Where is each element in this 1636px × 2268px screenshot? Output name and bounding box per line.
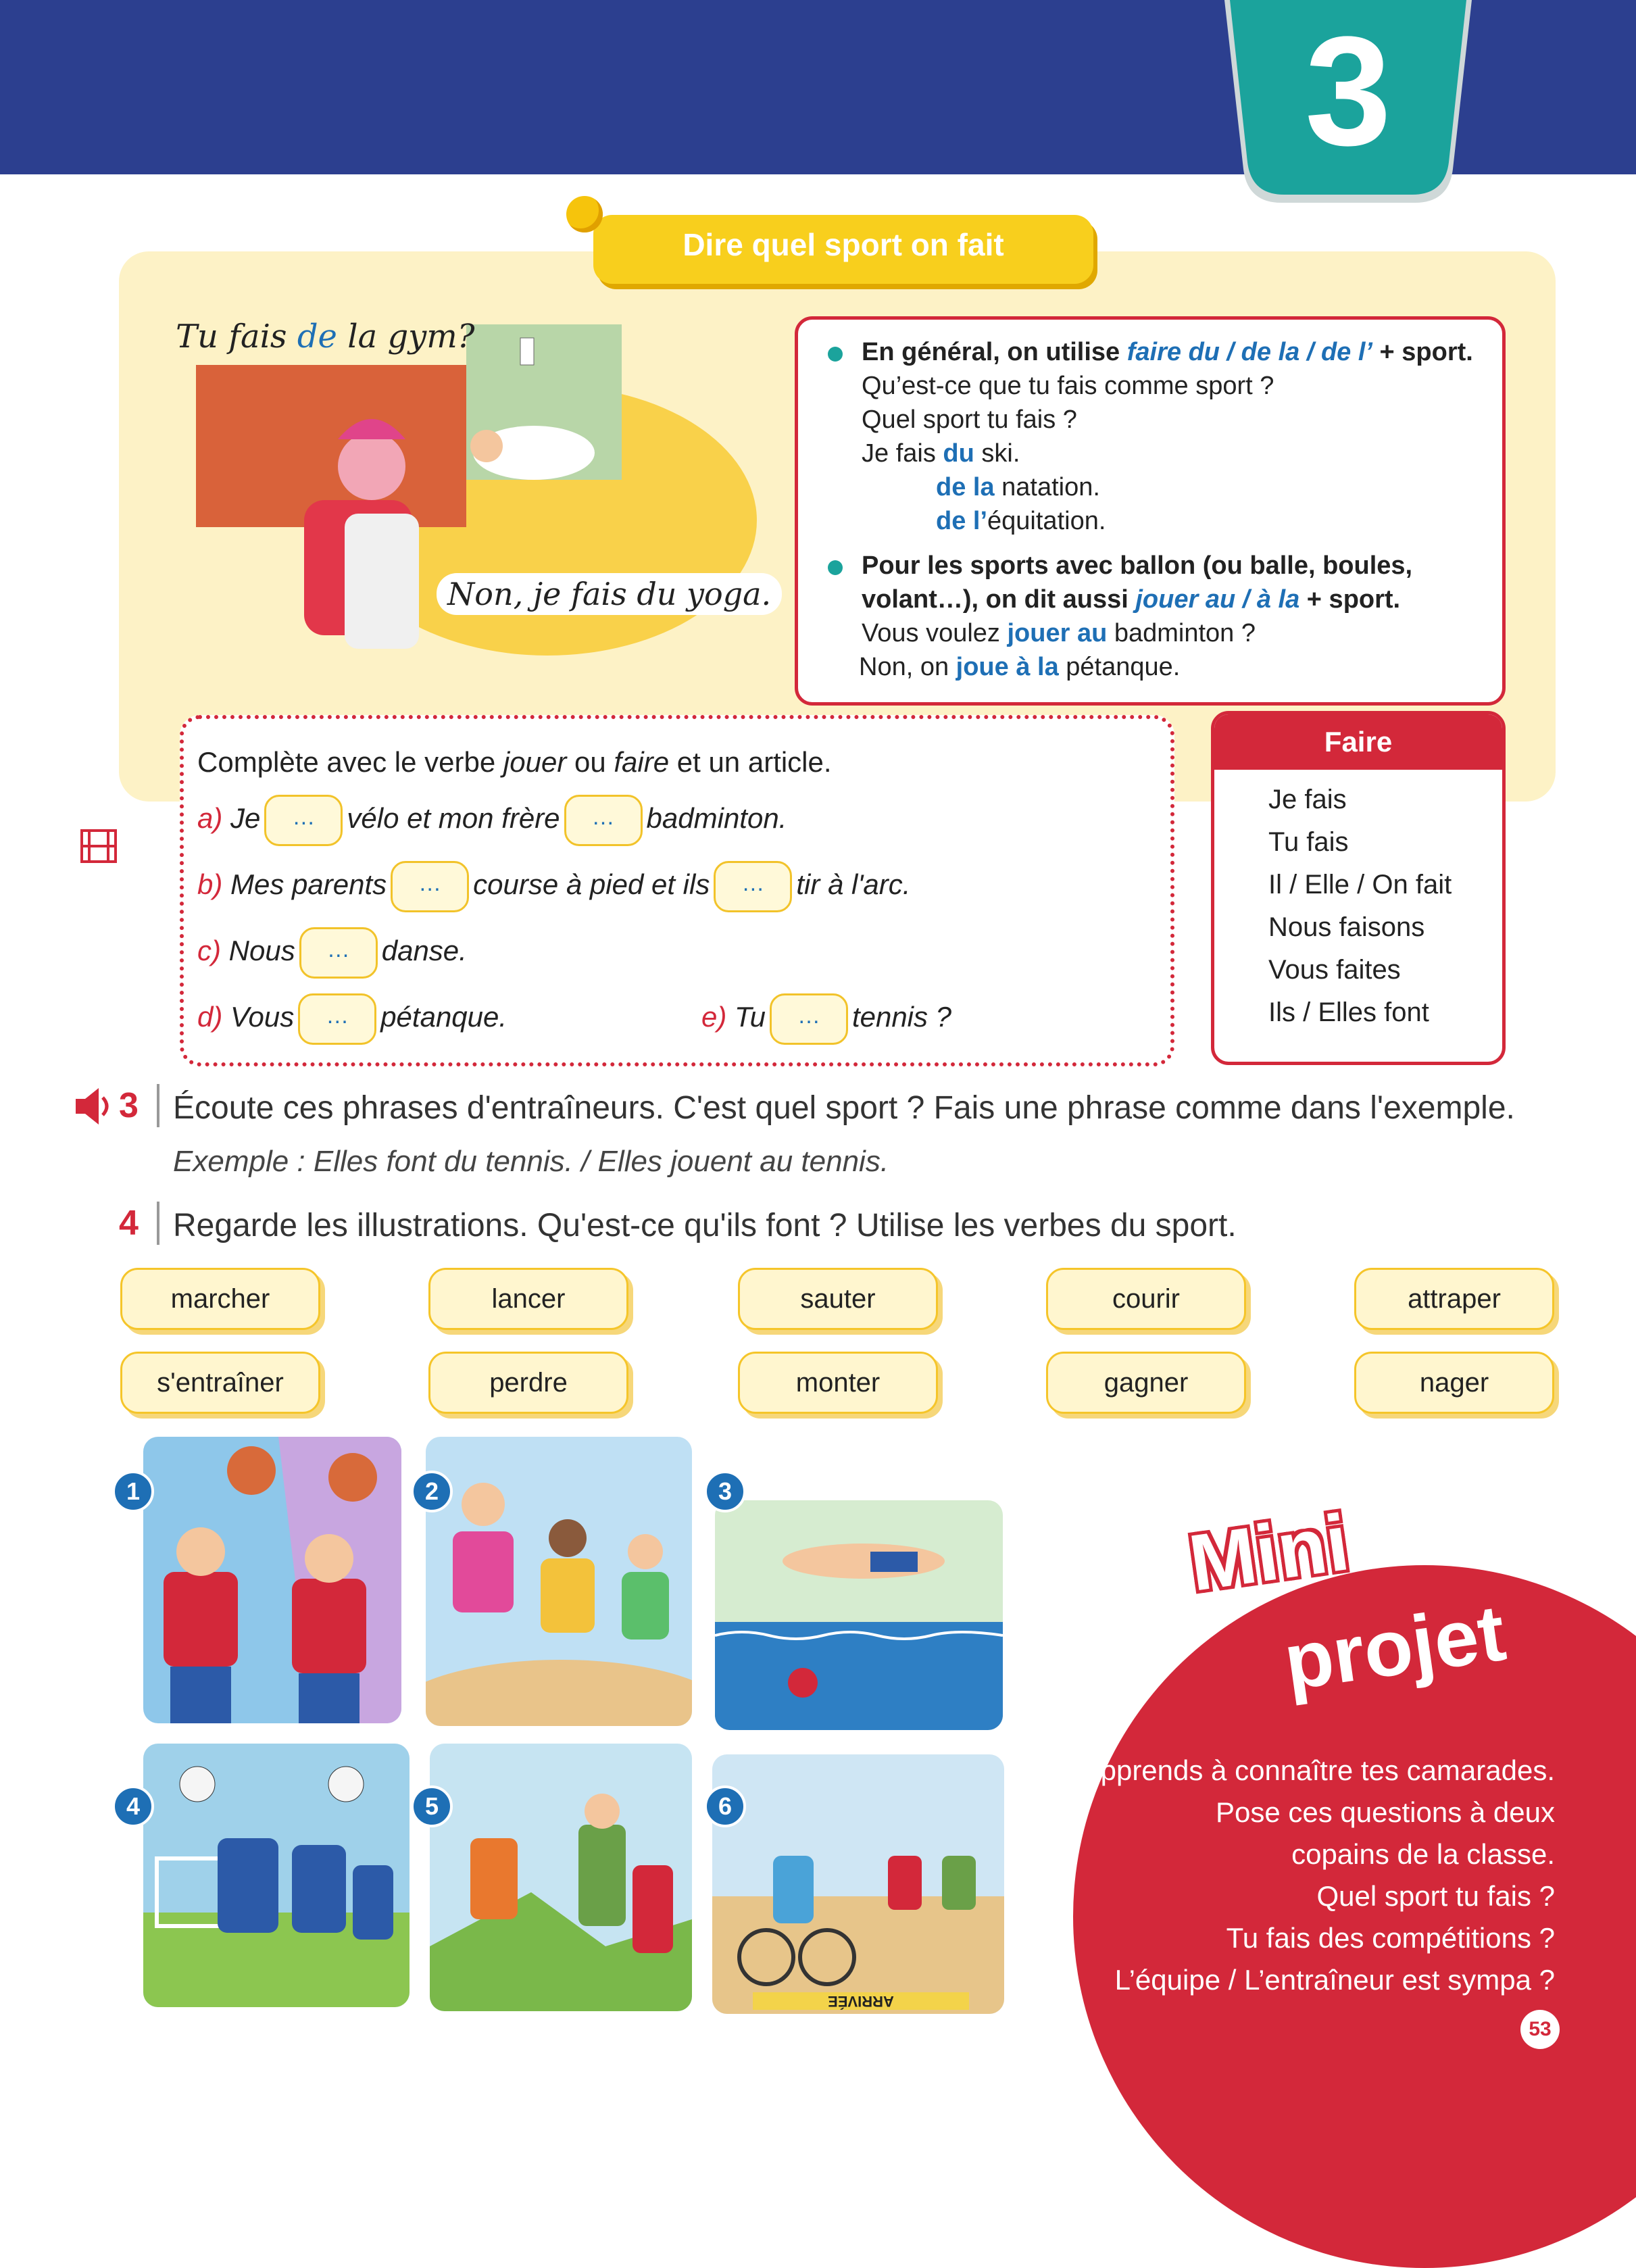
instruction-text: et un article.: [669, 746, 832, 778]
item-letter: d): [197, 1001, 223, 1033]
activity-4-number: 4: [119, 1204, 139, 1243]
speech-bubble-question: [176, 318, 475, 355]
conjugation-form: Ils / Elles font: [1268, 997, 1429, 1027]
picture-badge: 2: [411, 1471, 453, 1512]
unit-number: 3: [1305, 4, 1391, 178]
exercise-item-e: [701, 993, 951, 1045]
conjugation-form: Je fais: [1268, 785, 1347, 814]
mini-projet-title: Mini: [1183, 1498, 1354, 1608]
answer-blank[interactable]: …: [714, 861, 792, 912]
grammar-example-4: [862, 618, 1256, 649]
item-text: Je: [230, 802, 261, 835]
example-text: pétanque.: [1058, 653, 1181, 681]
section-title: Dire quel sport on fait: [683, 227, 1004, 262]
exercise-item-a: [197, 795, 787, 846]
item-text: Nous: [228, 935, 295, 967]
conjugation-table: [1211, 711, 1506, 1065]
rule-text: En général, on utilise: [862, 338, 1127, 366]
picture-badge: 3: [704, 1471, 746, 1512]
item-letter: e): [701, 1001, 727, 1033]
item-text: Mes parents: [230, 868, 387, 901]
example-text: ski.: [974, 439, 1020, 468]
rule-text: volant…), on dit aussi: [862, 585, 1136, 614]
page-number: 53: [1520, 2010, 1560, 2049]
mini-projet-title: projet: [1279, 1587, 1511, 1708]
exercise-item-b: [197, 861, 910, 912]
example-text: Je fais: [862, 439, 943, 468]
item-text: danse.: [381, 935, 467, 967]
verb-chip[interactable]: monter: [738, 1352, 938, 1414]
item-text: tennis ?: [851, 1001, 952, 1033]
grammar-rule-1: [862, 337, 1473, 368]
verb-chip[interactable]: marcher: [120, 1268, 320, 1330]
speaker-icon[interactable]: [73, 1084, 114, 1129]
instruction-verb: faire: [614, 746, 670, 778]
instruction-verb: jouer: [503, 746, 567, 778]
grammar-example-1: [862, 439, 1020, 470]
finish-banner: ARRIVÉE: [828, 1993, 894, 2010]
item-text: Tu: [735, 1001, 766, 1033]
item-text: vélo et mon frère: [347, 802, 560, 835]
picture-badge: 1: [112, 1471, 154, 1512]
answer-blank[interactable]: …: [264, 795, 343, 846]
mini-projet-line: Apprends à connaître tes camarades.: [1081, 1754, 1555, 1786]
activity-4-instruction: Regarde les illustrations. Qu'est-ce qu'ils font ? Utilise les verbes du sport.: [173, 1208, 1237, 1243]
conjugation-form: Tu fais: [1268, 827, 1349, 857]
picture-badge: 6: [704, 1785, 746, 1827]
football-picture: [143, 1744, 410, 2007]
example-highlight: joue à la: [956, 653, 1059, 681]
bubble-text-pre: Tu fais: [176, 318, 297, 355]
divider: [157, 1202, 159, 1245]
bullet-icon: [828, 347, 843, 362]
verb-chip[interactable]: s'entraîner: [120, 1352, 320, 1414]
activity-3-instruction: Écoute ces phrases d'entraîneurs. C'est quel sport ? Fais une phrase comme dans l'exemple.: [173, 1090, 1515, 1126]
answer-blank[interactable]: …: [770, 993, 848, 1045]
verb-chip[interactable]: gagner: [1046, 1352, 1246, 1414]
answer-blank[interactable]: …: [299, 927, 378, 979]
example-highlight: du: [943, 439, 974, 468]
instruction-text: ou: [566, 746, 614, 778]
hiking-picture: [430, 1744, 692, 2011]
bullet-icon: [828, 560, 843, 575]
grammar-example-2: [936, 472, 1100, 503]
running-picture: [426, 1437, 692, 1726]
exercise-item-c: [197, 927, 467, 979]
divider: [157, 1084, 159, 1127]
example-text: Vous voulez: [862, 619, 1008, 647]
grammar-example-3: [936, 506, 1106, 537]
rule-text: + sport.: [1299, 585, 1401, 614]
grammar-example-5: [859, 652, 1180, 683]
basketball-picture: [143, 1437, 401, 1723]
example-text: équitation.: [987, 507, 1106, 535]
grammar-box: [795, 316, 1506, 706]
example-highlight: de la: [936, 473, 995, 501]
rule-text: + sport.: [1372, 338, 1473, 366]
mini-projet-line: L’équipe / L’entraîneur est sympa ?: [1114, 1964, 1555, 1996]
exercise-box: [180, 715, 1174, 1066]
verb-chip[interactable]: sauter: [738, 1268, 938, 1330]
answer-blank[interactable]: …: [391, 861, 469, 912]
rule-highlight: jouer au / à la: [1135, 585, 1300, 614]
mini-projet-line: Tu fais des compétitions ?: [1226, 1922, 1555, 1954]
film-icon[interactable]: [80, 827, 118, 865]
activity-3-example: Exemple : Elles font du tennis. / Elles jouent au tennis.: [173, 1145, 889, 1178]
item-letter: b): [197, 868, 223, 901]
cycling-picture: [712, 1754, 1004, 2014]
mini-projet-line: Pose ces questions à deux: [1216, 1796, 1555, 1828]
grammar-rule-2-line2: [862, 585, 1400, 616]
answer-blank[interactable]: …: [298, 993, 376, 1045]
rule-highlight: faire du / de la / de l’: [1126, 338, 1372, 366]
conjugation-form: Nous faisons: [1268, 912, 1425, 942]
conjugation-form: Il / Elle / On fait: [1268, 870, 1452, 899]
instruction-text: Complète avec le verbe: [197, 746, 503, 778]
speech-bubble-answer: Non, je fais du yoga.: [437, 573, 782, 615]
swimming-picture: [715, 1500, 1003, 1730]
bubble-text-highlight: de: [297, 318, 337, 355]
activity-3-number: 3: [119, 1086, 139, 1125]
grammar-question-1: Qu’est-ce que tu fais comme sport ?: [862, 372, 1274, 400]
conjugation-heading: Faire: [1214, 714, 1502, 770]
grammar-question-2: Quel sport tu fais ?: [862, 405, 1077, 434]
verb-chip[interactable]: nager: [1354, 1352, 1554, 1414]
item-text: badminton.: [646, 802, 787, 835]
example-text: Non, on: [859, 653, 956, 681]
item-text: course à pied et ils: [473, 868, 710, 901]
example-text: natation.: [994, 473, 1100, 501]
answer-blank[interactable]: …: [564, 795, 643, 846]
item-text: pétanque.: [380, 1001, 507, 1033]
item-text: tir à l'arc.: [796, 868, 911, 901]
verb-chip[interactable]: attraper: [1354, 1268, 1554, 1330]
picture-badge: 5: [411, 1785, 453, 1827]
item-letter: a): [197, 802, 223, 835]
verb-chip[interactable]: lancer: [428, 1268, 628, 1330]
item-letter: c): [197, 935, 221, 967]
mini-projet-line: Quel sport tu fais ?: [1316, 1880, 1555, 1912]
picture-badge: 4: [112, 1785, 154, 1827]
example-text: badminton ?: [1107, 619, 1256, 647]
bubble-text-post: la gym?: [337, 318, 475, 355]
grammar-rule-2-line1: Pour les sports avec ballon (ou balle, boules,: [862, 551, 1413, 580]
conjugation-form: Vous faites: [1268, 955, 1401, 985]
verb-chip[interactable]: perdre: [428, 1352, 628, 1414]
item-text: Vous: [230, 1001, 295, 1033]
exercise-instruction: [197, 746, 832, 779]
mini-projet-line: copains de la classe.: [1291, 1838, 1555, 1870]
verb-chip[interactable]: courir: [1046, 1268, 1246, 1330]
exercise-item-d: [197, 993, 507, 1045]
example-highlight: jouer au: [1007, 619, 1108, 647]
example-highlight: de l’: [936, 507, 988, 535]
